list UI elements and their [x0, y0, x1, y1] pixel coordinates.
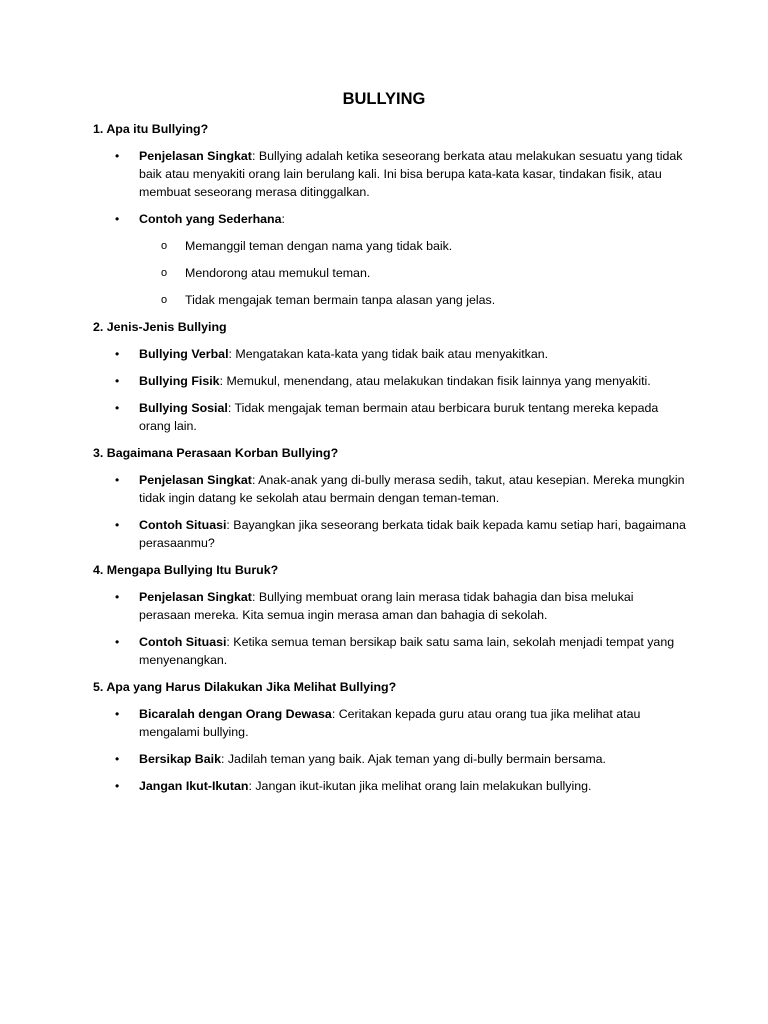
list-item — [93, 345, 687, 363]
list-item — [93, 210, 687, 309]
bullet-list — [93, 345, 693, 435]
item-text: : Tidak mengajak teman bermain atau berbicara buruk tentang mereka kepada orang lain. — [139, 401, 659, 433]
item-text: : — [281, 212, 285, 226]
item-term: Bersikap Baik — [139, 752, 221, 766]
section-jenis-jenis-bullying — [93, 318, 693, 435]
item-text: : Ketika semua teman bersikap baik satu sama lain, sekolah menjadi tempat yang menyenangkan. — [139, 635, 675, 667]
bullet-icon: • — [115, 635, 120, 649]
item-text: : Bayangkan jika seseorang berkata tidak baik kepada kamu setiap hari, bagaimana perasaanmu? — [139, 518, 686, 550]
item-term: Penjelasan Singkat — [139, 473, 252, 487]
item-text: : Jangan ikut-ikutan jika melihat orang lain melakukan bullying. — [248, 779, 592, 793]
bullet-icon: • — [115, 518, 120, 532]
item-term: Bullying Fisik — [139, 374, 220, 388]
section-heading: 1. Apa itu Bullying? — [93, 122, 209, 136]
circle-bullet-icon: o — [161, 294, 168, 306]
item-term: Bullying Sosial — [139, 401, 228, 415]
bullet-list — [93, 147, 693, 309]
section-heading: 2. Jenis-Jenis Bullying — [93, 320, 227, 334]
document-title: BULLYING — [342, 90, 426, 108]
circle-bullet-icon: o — [161, 240, 168, 252]
item-term: Bicaralah dengan Orang Dewasa — [139, 707, 332, 721]
section-mengapa-buruk — [93, 561, 693, 669]
item-term: Penjelasan Singkat — [139, 590, 252, 604]
list-item — [93, 471, 687, 507]
list-item — [93, 516, 687, 552]
list-item — [93, 750, 687, 768]
sub-list-item — [139, 264, 687, 282]
bullet-icon: • — [115, 149, 120, 163]
section-heading: 4. Mengapa Bullying Itu Buruk? — [93, 563, 279, 577]
list-item — [93, 705, 687, 741]
bullet-icon: • — [115, 752, 120, 766]
item-term: Bullying Verbal — [139, 347, 229, 361]
section-apa-itu-bullying — [93, 120, 693, 309]
sub-item-text: Memanggil teman dengan nama yang tidak baik. — [185, 239, 453, 253]
circle-bullet-icon: o — [161, 267, 168, 279]
item-text: : Anak-anak yang di-bully merasa sedih, takut, atau kesepian. Mereka mungkin tidak ingin datang ke sekolah atau bermain dengan teman-teman. — [139, 473, 685, 505]
list-item — [93, 588, 687, 624]
bullet-icon: • — [115, 779, 120, 793]
section-heading: 3. Bagaimana Perasaan Korban Bullying? — [93, 446, 339, 460]
section-apa-yang-harus-dilakukan — [93, 678, 693, 795]
item-term: Contoh yang Sederhana — [139, 212, 282, 226]
list-item — [93, 633, 687, 669]
bullet-icon: • — [115, 401, 120, 415]
sub-list-item — [139, 237, 687, 255]
bullet-icon: • — [115, 590, 120, 604]
list-item — [93, 147, 687, 201]
bullet-icon: • — [115, 473, 120, 487]
list-item — [93, 372, 687, 390]
bullet-icon: • — [115, 707, 120, 721]
item-text: : Jadilah teman yang baik. Ajak teman yang di-bully bermain bersama. — [220, 752, 606, 766]
list-item — [93, 399, 687, 435]
item-term: Contoh Situasi — [139, 518, 227, 532]
document-body — [93, 120, 693, 804]
bullet-list — [93, 471, 693, 552]
item-term: Penjelasan Singkat — [139, 149, 252, 163]
item-term: Contoh Situasi — [139, 635, 227, 649]
list-item — [93, 777, 687, 795]
bullet-icon: • — [115, 374, 120, 388]
section-perasaan-korban — [93, 444, 693, 552]
section-heading: 5. Apa yang Harus Dilakukan Jika Melihat Bullying? — [93, 680, 397, 694]
sub-list-item — [139, 291, 687, 309]
item-text: : Bullying membuat orang lain merasa tidak bahagia dan bisa melukai perasaan mereka. Kita semua ingin merasa aman dan bahagia di sekolah. — [139, 590, 634, 622]
item-text: : Mengatakan kata-kata yang tidak baik atau menyakitkan. — [228, 347, 549, 361]
bullet-icon: • — [115, 347, 120, 361]
sub-item-text: Mendorong atau memukul teman. — [185, 266, 371, 280]
item-text: : Ceritakan kepada guru atau orang tua jika melihat atau mengalami bullying. — [139, 707, 641, 739]
sub-bullet-list — [139, 237, 687, 309]
sub-item-text: Tidak mengajak teman bermain tanpa alasan yang jelas. — [185, 293, 496, 307]
item-text: : Memukul, menendang, atau melakukan tindakan fisik lainnya yang menyakiti. — [219, 374, 651, 388]
bullet-icon: • — [115, 212, 120, 226]
item-text: : Bullying adalah ketika seseorang berkata atau melakukan sesuatu yang tidak baik atau menyakiti orang lain berulang kali. Ini bisa berupa kata-kata kasar, tindakan fisik, atau membuat seseorang merasa ditinggalkan. — [139, 149, 683, 199]
item-term: Jangan Ikut-Ikutan — [139, 779, 249, 793]
bullet-list — [93, 705, 693, 795]
bullet-list — [93, 588, 693, 669]
